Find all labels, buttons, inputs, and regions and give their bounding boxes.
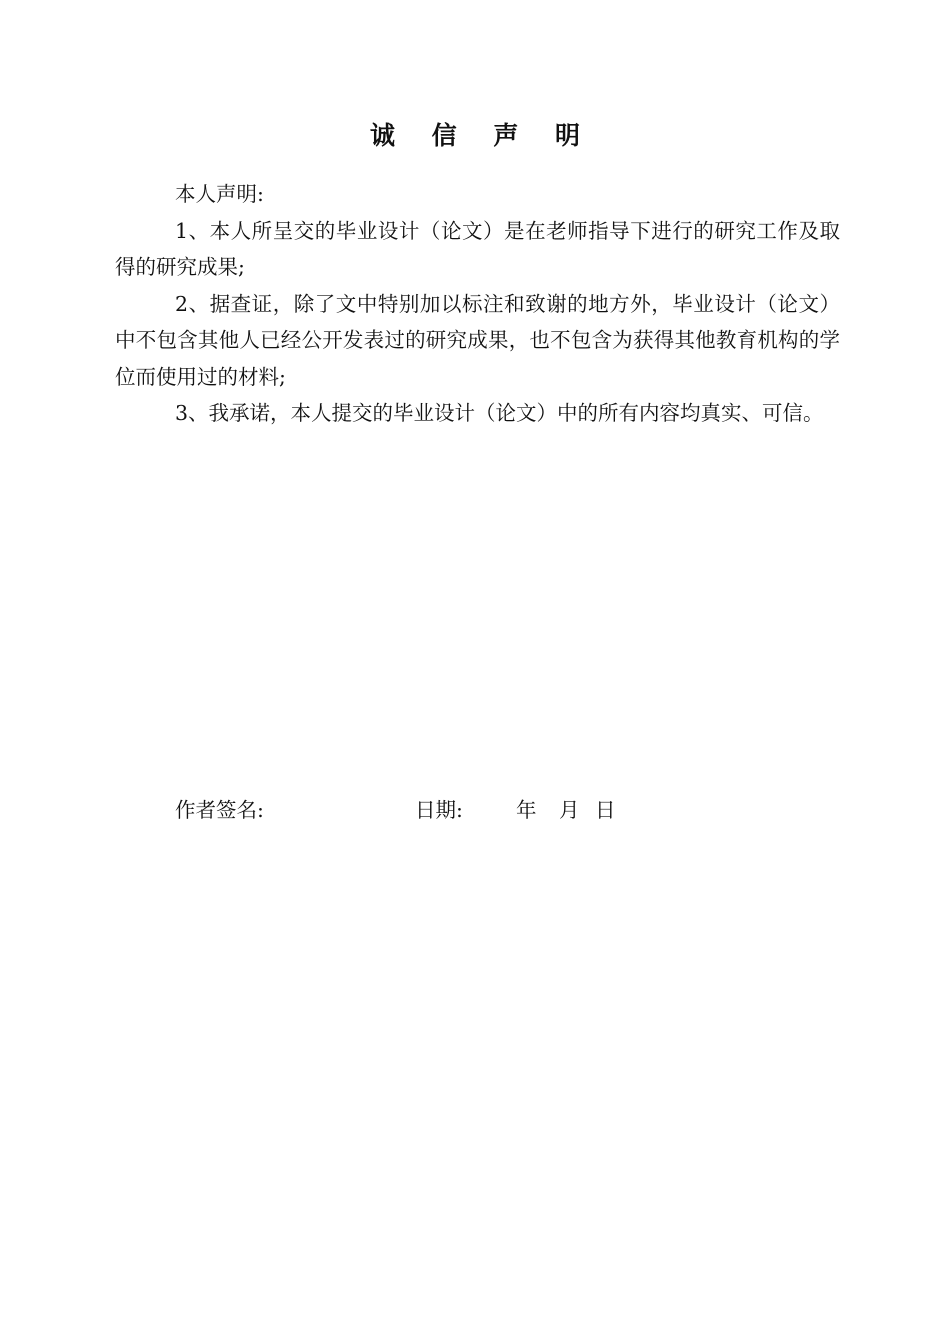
year-label: 年	[516, 798, 537, 822]
date-label: 日期:	[415, 798, 463, 822]
declaration-item-2: 2、据查证，除了文中特别加以标注和致谢的地方外，毕业设计（论文）中不包含其他人已经公开发表过的研究成果，也不包含为获得其他教育机构的学位而使用过的材料;	[115, 291, 840, 389]
declaration-item-3: 3、我承诺，本人提交的毕业设计（论文）中的所有内容均真实、可信。	[175, 401, 824, 425]
author-signature-label: 作者签名:	[175, 798, 264, 822]
declaration-intro: 本人声明:	[175, 182, 264, 206]
declaration-body	[115, 176, 840, 432]
declaration-item-1: 1、本人所呈交的毕业设计（论文）是在老师指导下进行的研究工作及取得的研究成果;	[115, 218, 840, 279]
page-title: 诚 信 声 明	[369, 121, 595, 150]
day-label: 日	[595, 798, 616, 822]
month-label: 月	[559, 798, 580, 822]
